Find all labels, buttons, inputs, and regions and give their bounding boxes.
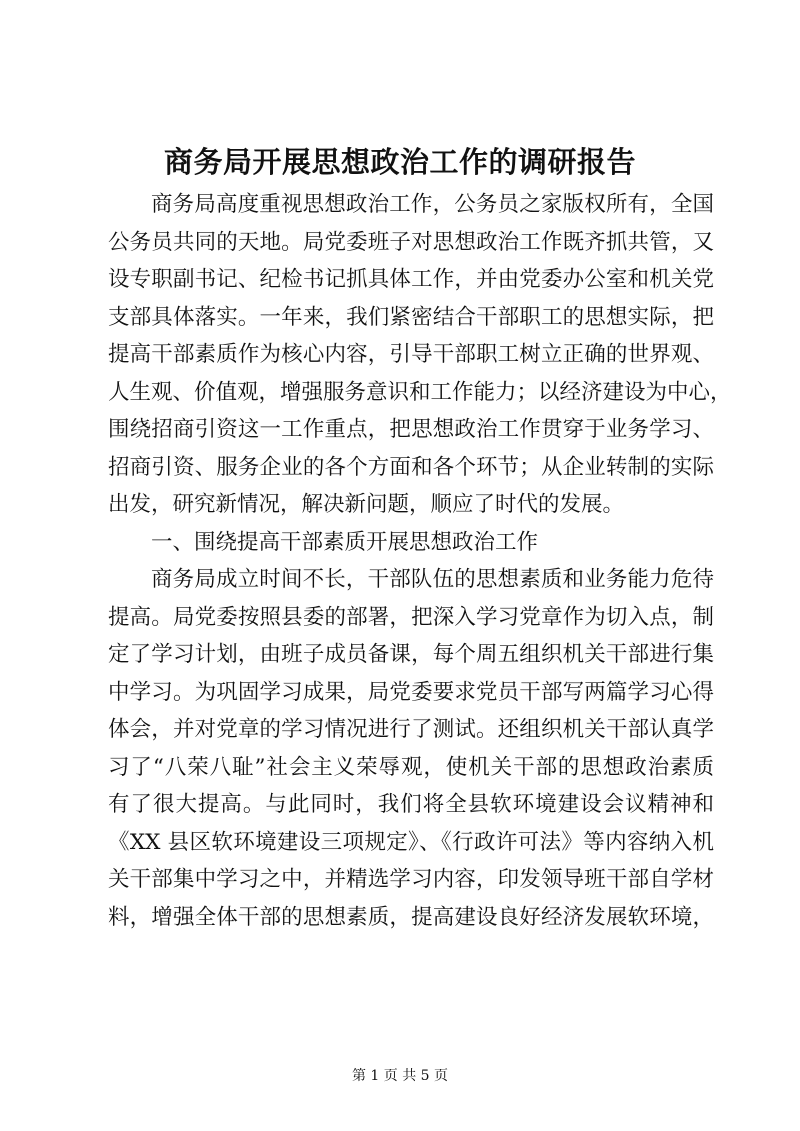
text-line: 商务局高度重视思想政治工作，公务员之家版权所有，全国 xyxy=(151,192,714,217)
text-line: 关干部集中学习之中，并精选学习内容，印发领导班干部自学材 xyxy=(108,867,714,892)
text-line: 出发，研究新情况，解决新问题，顺应了时代的发展。 xyxy=(108,492,625,517)
text-line: 料，增强全体干部的思想素质，提高建设良好经济发展软环境， xyxy=(108,904,714,930)
page-footer: 第 1 页 共 5 页 xyxy=(351,1068,449,1084)
text-line: 定了学习计划，由班子成员备课，每个周五组织机关干部进行集 xyxy=(108,642,714,667)
paragraph-intro xyxy=(108,186,732,524)
text-line: 人生观、价值观，增强服务意识和工作能力；以经济建设为中心， xyxy=(108,379,732,405)
document-body xyxy=(108,186,732,936)
text-line: 设专职副书记、纪检书记抓具体工作，并由党委办公室和机关党 xyxy=(108,267,714,292)
text-line: 支部具体落实。一年来，我们紧密结合干部职工的思想实际，把 xyxy=(108,304,714,330)
text-line: 体会，并对党章的学习情况进行了测试。还组织机关干部认真学 xyxy=(108,717,714,742)
text-line: 习了“八荣八耻”社会主义荣辱观，使机关干部的思想政治素质 xyxy=(108,754,714,780)
text-line: 《XX 县区软环境建设三项规定》、《行政许可法》等内容纳入机 xyxy=(108,829,714,855)
text-line: 围绕招商引资这一工作重点，把思想政治工作贯穿于业务学习、 xyxy=(108,417,714,442)
document-title: 商务局开展思想政治工作的调研报告 xyxy=(163,145,636,179)
text-line: 提高干部素质作为核心内容，引导干部职工树立正确的世界观、 xyxy=(108,342,714,367)
text-line: 一、围绕提高干部素质开展思想政治工作 xyxy=(151,529,539,555)
text-line: 商务局成立时间不长，干部队伍的思想素质和业务能力危待 xyxy=(151,567,714,592)
text-line: 提高。局党委按照县委的部署，把深入学习党章作为切入点，制 xyxy=(108,604,714,630)
text-line: 中学习。为巩固学习成果，局党委要求党员干部写两篇学习心得 xyxy=(108,679,714,705)
text-line: 公务员共同的天地。局党委班子对思想政治工作既齐抓共管，又 xyxy=(108,229,714,255)
paragraph-section-one xyxy=(108,561,714,936)
text-line: 有了很大提高。与此同时，我们将全县软环境建设会议精神和 xyxy=(108,792,714,817)
text-line: 招商引资、服务企业的各个方面和各个环节；从企业转制的实际 xyxy=(108,454,714,480)
section-heading xyxy=(108,524,714,562)
